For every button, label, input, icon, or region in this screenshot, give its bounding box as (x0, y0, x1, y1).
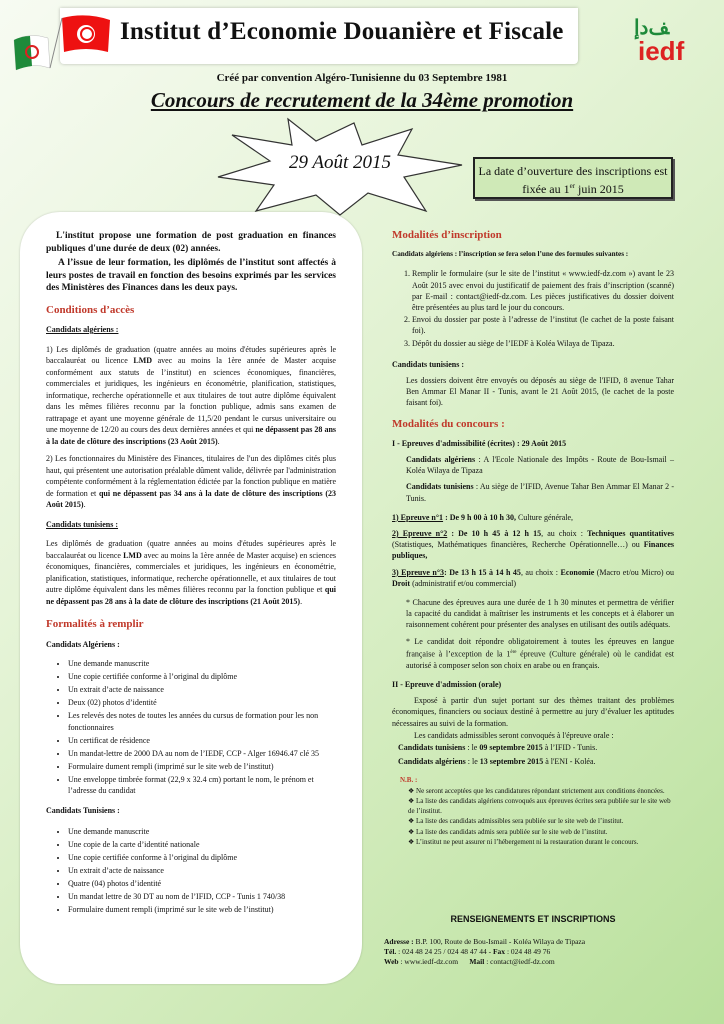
insc-tun-text: Les dossiers doivent être envoyés ou déposés au siège de l'IFID, 8 avenue Tahar Ben Ammar El Manar II - Tunis, avant le 21 Août 2015, (le cachet de la poste faisant foi). (406, 376, 674, 408)
note-1: * Chacune des épreuves aura une durée de 1 h 30 minutes et permettra de vérifier la capacité du candidat à maîtriser les instruments et les concepts et à élaborer un raisonnement cohérent pour présenter des analyses en utilisant des outils adéquats. (406, 598, 674, 630)
epreuve-3: 3) Epreuve n°3: De 13 h 15 à 14 h 45, au choix : Economie (Macro et/ou Micro) ou Droit (administratif et/ou commercial) (392, 567, 675, 588)
diamond-bullet-icon: ❖ (408, 786, 417, 795)
email-link[interactable]: : contact@iedf-dz.com (484, 957, 555, 966)
contact-info (384, 937, 684, 967)
alg-condition-1: 1) Les diplômés de graduation (quatre années au moins d'études supérieures après le baccalauréat ou licence LMD avec au moins la 1ère année de Master acquise conformément aux statuts de l’institut) en sciences économiques, financières, commerciales et juridiques, les ingénieurs en économétrie, planification, statistiques, informatique, recherche opérationnelle et aux titulaires de tout autre diplôme équivalent dans les mêmes filières reconnu par la fonction publique, admis sans examen de rattrapage et ayant une moyenne générale de 11,5/20 pendant le cursus universitaire ou une moyenne de 12/20 au cours des deux dernières années et qui ne dépassent pas 28 ans à la date de clôture des inscriptions (23 Août 2015). (46, 344, 336, 446)
list-item: • Une copie certifiée conforme à l’original du diplôme (68, 671, 336, 683)
phone-line: Tél. : 024 48 24 25 / 024 48 47 44 - Fax : 024 48 49 76 (384, 947, 551, 956)
address-line: Adresse : B.P. 100, Route de Bou-Ismail - Koléa Wilaya de Tipaza (384, 937, 586, 946)
insc-item-2: 2. Envoi du dossier par poste à l’adresse de l’institut (le cachet de la poste faisant foi). (412, 314, 674, 336)
concours-date: 29 Août 2015 (288, 152, 392, 173)
list-item: • Formulaire dument rempli (imprimé sur le site web de l’institut) (68, 904, 336, 916)
concours-heading: Concours de recrutement de la 34ème promotion (150, 88, 574, 112)
list-item: • Un certificat de résidence (68, 735, 336, 747)
tun-condition: Les diplômés de graduation (quatre années au moins d'études supérieures après le baccalauréat ou licence LMD avec au moins la 1ère année de Master acquise) en sciences économiques, financières, commerciales et juridiques, les ingénieurs en économétrie, planification, statistiques, informatique, recherche opérationnelle, et aux titulaires de tout autre diplôme équivalent dans les mêmes filières reconnu par la fonction publique et qui ne dépassent pas 28 ans à la date de clôture des inscriptions (21 Août 2015). (46, 539, 336, 606)
nb-item: ❖ La liste des candidats admis sera publiée sur le site web de l’institut. (408, 827, 608, 836)
iedf-logo (628, 12, 714, 64)
list-item: • Un mandat-lettre de 2000 DA au nom de l’IEDF, CCP - Alger 16946.47 clé 35 (68, 748, 336, 760)
epreuve-2: 2) Epreuve n°2 : De 10 h 45 à 12 h 15, au choix : Techniques quantitatives (Statistiques, Mathématiques financières, Recherche Opérationnelle…) ou Finances publiques, (392, 529, 675, 561)
tun-candidates-head: Candidats tunisiens : (46, 519, 119, 529)
note-2: * Le candidat doit répondre obligatoirement à toutes les épreuves en langue française à l’exception de la 1ère épreuve (Culture générale) où le candidat est autorisé à composer selon son choix en arabe ou en français. (406, 636, 674, 670)
insc-list (392, 268, 674, 348)
info-heading: RENSEIGNEMENTS ET INSCRIPTIONS (450, 914, 616, 924)
nb-label: N.B. : (400, 776, 418, 785)
website-link[interactable]: : www.iedf-dz.com (398, 957, 459, 966)
alg-candidates-head: Candidats algériens : (46, 325, 119, 334)
web-line: Web : www.iedf-dz.com Mail : contact@iedf-dz.com (384, 957, 555, 966)
oral-alg: Candidats algériens : le 13 septembre 2015 à l'ENI - Koléa. (398, 757, 596, 767)
list-item: • Un mandat lettre de 30 DT au nom de l’IFID, CCP - Tunis 1 740/38 (68, 891, 336, 903)
logo-text: iedf (638, 36, 685, 64)
diamond-bullet-icon: ❖ (408, 797, 417, 806)
formalities-title: Formalités à remplir (46, 618, 144, 630)
nb-item: ❖ La liste des candidats algériens convoqués aux épreuves écrites sera publiée sur le site web de l’institut. (408, 797, 671, 815)
list-item: • Une demande manuscrite (68, 658, 336, 670)
list-item: • Formulaire dument rempli (imprimé sur le site web de l’institut) (68, 761, 336, 773)
insc-alg-head: Candidats algériens : l’inscription se fera selon l’une des formules suivantes : (392, 250, 629, 259)
insc-tun-head: Candidats tunisiens : (392, 359, 465, 369)
list-item: • Un extrait d’acte de naissance (68, 684, 336, 696)
flags-logo (10, 12, 116, 72)
page-title: Institut d’Economie Douanière et Fiscale (120, 18, 564, 45)
concours-modalities-title: Modalités du concours : (392, 417, 505, 430)
intro-1: L'institut propose une formation de post graduation en finances publiques d'une durée de deux (02) années. (46, 231, 336, 254)
oral-tun: Candidats tunisiens : le 09 septembre 2015 à l’IFID - Tunis. (398, 742, 598, 752)
nb-item: ❖ Ne seront acceptées que les candidatures répondant strictement aux conditions énoncées. (408, 786, 665, 795)
form-alg-head: Candidats Algériens : (46, 639, 120, 649)
diamond-bullet-icon: ❖ (408, 838, 417, 847)
diamond-bullet-icon: ❖ (408, 817, 417, 826)
inscription-title: Modalités d’inscription (392, 229, 502, 241)
written-alg: Candidats algériens : A l'Ecole Nationale des Impôts - Route de Bou-Ismail – Koléa Wilaya de Tipaza (406, 455, 675, 476)
written-tun: Candidats tunisiens : Au siège de l’IFID, Avenue Tahar Ben Ammar El Manar 2 - Tunis. (406, 482, 675, 503)
list-item: • Une copie certifiée conforme à l’original du diplôme (68, 852, 336, 864)
nb-item: ❖ La liste des candidats admissibles sera publiée sur le site web de l’institut. (408, 817, 624, 826)
nb-list (392, 787, 674, 848)
epreuve-1: 1) Epreuve n°1 : De 9 h 00 à 10 h 30, Culture générale, (392, 512, 574, 522)
written-head: I - Epreuves d'admissibilité (écrites) : 29 Août 2015 (392, 438, 567, 448)
insc-item-3: 3. Dépôt du dossier au siège de l’IEDF à Koléa Wilaya de Tipaza. (412, 338, 674, 349)
diamond-bullet-icon: ❖ (408, 827, 417, 836)
form-tun-list (46, 826, 336, 916)
list-item: • Un extrait d’acte de naissance (68, 865, 336, 877)
list-item: • Une demande manuscrite (68, 826, 336, 838)
list-item: • Une copie de la carte d’identité nationale (68, 839, 336, 851)
insc-item-1: 1. Remplir le formulaire (sur le site de l’institut « www.iedf-dz.com ») avant le 23 Août 2015 avec envoi du justificatif de paiement des frais d’inscription (scanné) par E-mail : contact@iedf-dz.com. Les pièces justificatives du dossier doivent être présentées au plus tard le jour du concours. (412, 268, 674, 313)
intro-2: A l’issue de leur formation, les diplômés de l’institut sont affectés à leurs postes de travail en fonction des besoins exprimés par les services des Ministères des Finances dans les deux pays. (46, 258, 336, 293)
subtitle: Créé par convention Algéro-Tunisienne du 03 Septembre 1981 (216, 72, 508, 84)
list-item: • Deux (02) photos d’identité (68, 697, 336, 709)
svg-text:ﻒﺩﺇ: ﻒﺩﺇ (634, 17, 670, 39)
right-content (392, 230, 674, 854)
opening-date-box: La date d’ouverture des inscriptions est fixée au 1er juin 2015 (473, 157, 673, 199)
oral-text-2: Les candidats admissibles seront convoqués à l'épreuve orale : (414, 730, 614, 740)
alg-condition-2: 2) Les fonctionnaires du Ministère des Finances, titulaires de l'un des diplômes cités plus haut, qui présentent une autorisation préalable dûment valide, délivrée par l'administration compétente conformément à la réglementation édictée par la fonction publique en matière de formation et qui ne dépassent pas 34 ans à la date de clôture des inscriptions (23 Août 2015). (46, 454, 336, 509)
left-content (46, 230, 336, 922)
form-tun-head: Candidats Tunisiens : (46, 805, 120, 815)
list-item: • Les relevés des notes de toutes les années du cursus de formation pour les non fonctionnaires (68, 710, 336, 733)
form-alg-list (46, 658, 336, 797)
oral-text-1: Exposé à partir d'un sujet portant sur des thèmes traitant des problèmes économiques, financiers ou sociaux destiné à permettre au jury d’évaluer les aptitudes nécessaires au suivi de la formation. (392, 696, 674, 728)
list-item: • Une enveloppe timbrée format (22,9 x 32.4 cm) portant le nom, le prénom et l’adresse du candidat (68, 774, 336, 797)
oral-head: II - Epreuve d'admission (orale) (392, 679, 502, 689)
list-item: • Quatre (04) photos d’identité (68, 878, 336, 890)
access-title: Conditions d’accès (46, 303, 135, 316)
nb-item: ❖ L’institut ne peut assurer ni l’hébergement ni la restauration durant le concours. (408, 838, 639, 847)
